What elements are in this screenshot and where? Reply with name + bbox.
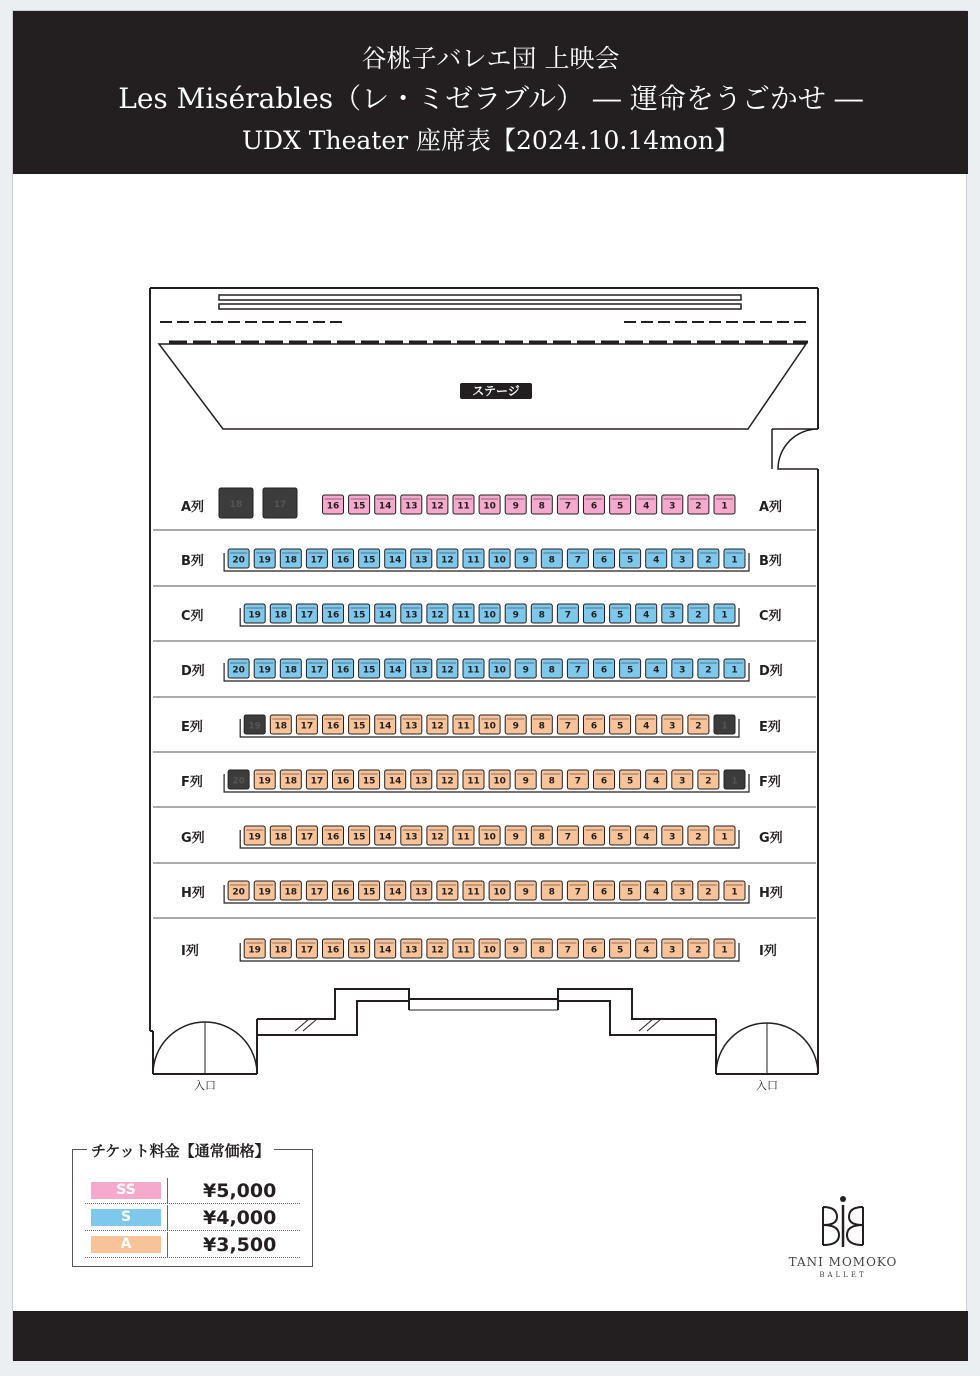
seat-number: 2	[695, 610, 702, 621]
logo-name: TANI MOMOKO	[788, 1255, 898, 1269]
seat-number: 13	[415, 555, 428, 566]
seat-number: 3	[679, 887, 686, 898]
seat-number: 14	[378, 610, 392, 621]
seat-number: 12	[441, 665, 454, 676]
seat-row	[181, 549, 782, 571]
seat-number: 11	[467, 776, 480, 787]
seat-number: 6	[590, 501, 598, 512]
seat-number: 5	[626, 665, 634, 676]
seat-number: 20	[232, 555, 245, 566]
seat-number: 15	[362, 555, 376, 566]
seat-number: 10	[483, 610, 496, 621]
seat-number: 8	[548, 555, 555, 566]
seat-number: 8	[548, 887, 555, 898]
seat-number: 14	[378, 501, 392, 512]
seat-number: 19	[258, 776, 271, 787]
seat-number: 4	[643, 610, 650, 621]
seat-number: 1	[731, 665, 738, 676]
row-label-right: C列	[759, 609, 782, 624]
seat-number: 14	[388, 776, 402, 787]
seat-number: 15	[362, 665, 376, 676]
seat-number: 11	[457, 501, 470, 512]
seat-number: 11	[457, 610, 470, 621]
row-label-left: F列	[181, 775, 203, 790]
row-label-left: D列	[181, 664, 205, 679]
seat-number: 12	[441, 555, 454, 566]
row-label-left: B列	[181, 554, 204, 569]
entrance-label-left: 入口	[194, 1079, 216, 1092]
price-row-s	[85, 1205, 300, 1231]
row-label-left: H列	[181, 886, 205, 901]
seat-number: 18	[274, 945, 288, 956]
logo-mark-icon	[813, 1193, 873, 1253]
seat-number: 7	[564, 945, 572, 956]
seat-number: 5	[626, 555, 634, 566]
seat-number: 16	[326, 721, 340, 732]
price-divider	[167, 1232, 168, 1258]
seat-number: 2	[705, 555, 712, 566]
footer-bar	[13, 1311, 968, 1361]
entrance-label-right: 入口	[756, 1079, 778, 1092]
row-label-left: G列	[181, 831, 205, 846]
seat-number: 11	[457, 945, 470, 956]
seat-number: 4	[643, 832, 650, 843]
seat-number: 9	[522, 887, 529, 898]
seat-number: 8	[538, 832, 545, 843]
seat-number: 12	[441, 887, 454, 898]
seat-number: 8	[548, 776, 555, 787]
seat-number: 10	[493, 776, 506, 787]
seat-number: 13	[405, 610, 418, 621]
seat-number: 1	[721, 721, 728, 732]
seat-number: 7	[564, 610, 572, 621]
seat-number: 3	[669, 501, 676, 512]
seat-number: 13	[415, 887, 428, 898]
seat-number: 14	[388, 887, 402, 898]
seat-number: 19	[248, 832, 261, 843]
stage-label: ステージ	[472, 384, 520, 398]
seat-number: 7	[574, 887, 582, 898]
seat-number: 6	[590, 610, 598, 621]
seat-number: 18	[229, 500, 243, 510]
seat-number: 20	[232, 776, 245, 787]
price-divider	[167, 1205, 168, 1231]
row-label-left: I列	[181, 944, 199, 959]
seat-number: 5	[616, 832, 624, 843]
seat-number: 16	[336, 555, 350, 566]
seat-number: 7	[574, 665, 582, 676]
seat-number: 6	[600, 665, 608, 676]
seat-number: 11	[467, 887, 480, 898]
seat-number: 16	[326, 610, 340, 621]
tier-swatch-a: A	[91, 1236, 161, 1253]
seat-number: 4	[653, 665, 660, 676]
seat-number: 1	[731, 887, 738, 898]
seat-number: 8	[548, 665, 555, 676]
seat-number: 15	[362, 887, 376, 898]
seat-row	[181, 826, 783, 848]
seat-number: 11	[457, 832, 470, 843]
seating-plan	[13, 11, 968, 1311]
seat-number: 10	[493, 665, 506, 676]
row-armrest	[224, 663, 749, 681]
seat-number: 15	[362, 776, 376, 787]
row-armrest	[224, 774, 749, 792]
seat-number: 3	[679, 776, 686, 787]
price-row-ss	[85, 1178, 300, 1204]
price-table-title: チケット料金【通常価格】	[87, 1140, 274, 1161]
seat-number: 6	[590, 832, 598, 843]
seat-number: 8	[538, 721, 545, 732]
seat-number: 10	[483, 721, 496, 732]
seat-number: 1	[721, 945, 728, 956]
seat-number: 19	[248, 610, 261, 621]
seat-number: 14	[378, 945, 392, 956]
row-label-right: I列	[759, 944, 777, 959]
row-label-right: D列	[759, 664, 783, 679]
seat-number: 14	[378, 832, 392, 843]
seat-number: 11	[457, 721, 470, 732]
seat-number: 12	[431, 610, 444, 621]
seat-number: 5	[626, 887, 634, 898]
seat-number: 17	[310, 665, 324, 676]
seat-number: 13	[405, 501, 418, 512]
seat-number: 6	[600, 776, 608, 787]
seat-number: 5	[616, 501, 624, 512]
seat-number: 3	[669, 610, 676, 621]
row-label-right: H列	[759, 886, 783, 901]
logo-sub: BALLET	[819, 1271, 867, 1279]
seat-number: 9	[522, 665, 529, 676]
seat-number: 7	[564, 721, 572, 732]
seat-number: 8	[538, 610, 545, 621]
seat-number: 15	[352, 501, 366, 512]
seat-number: 16	[336, 776, 350, 787]
seat-number: 5	[616, 721, 624, 732]
seat-number: 1	[731, 555, 738, 566]
seat-number: 1	[721, 501, 728, 512]
seat-number: 15	[352, 832, 366, 843]
seat-number: 4	[653, 555, 660, 566]
seat-number: 7	[574, 776, 582, 787]
seat-number: 3	[669, 721, 676, 732]
seat-number: 10	[483, 832, 496, 843]
seat-number: 12	[431, 721, 444, 732]
seat-number: 12	[441, 776, 454, 787]
row-label-right: A列	[759, 500, 783, 515]
seat-number: 19	[258, 887, 271, 898]
seat-number: 4	[643, 945, 650, 956]
seat-number: 20	[232, 665, 245, 676]
seat-number: 2	[705, 776, 712, 787]
seat-number: 17	[300, 721, 314, 732]
seat-number: 9	[522, 555, 529, 566]
seat-number: 17	[300, 945, 314, 956]
seat-number: 12	[431, 945, 444, 956]
seat-number: 12	[431, 501, 444, 512]
seat-row	[181, 604, 782, 626]
seat-number: 11	[467, 665, 480, 676]
seat-number: 10	[493, 887, 506, 898]
seat-number: 16	[336, 887, 350, 898]
seat-row	[181, 881, 783, 903]
seat-number: 10	[483, 945, 496, 956]
seat-number: 16	[336, 665, 350, 676]
seat-number: 3	[669, 945, 676, 956]
row-label-left: A列	[181, 500, 205, 515]
seat-number: 8	[538, 945, 545, 956]
row-label-left: C列	[181, 609, 204, 624]
seat-number: 13	[405, 721, 418, 732]
seat-number: 4	[653, 887, 660, 898]
seat-number: 18	[284, 555, 298, 566]
seat-number: 17	[273, 500, 287, 510]
seat-number: 9	[512, 945, 519, 956]
seat-number: 13	[415, 665, 428, 676]
seat-number: 6	[600, 555, 608, 566]
seat-number: 2	[695, 945, 702, 956]
seat-number: 4	[643, 501, 650, 512]
seat-number: 3	[679, 665, 686, 676]
seat-number: 16	[326, 945, 340, 956]
seat-number: 16	[326, 832, 340, 843]
seat-number: 1	[721, 610, 728, 621]
seat-row	[181, 770, 781, 792]
seat-number: 1	[721, 832, 728, 843]
event-organizer-title: 谷桃子バレエ団 上映会	[361, 44, 620, 73]
seat-grid	[181, 488, 783, 961]
seat-number: 6	[600, 887, 608, 898]
seat-number: 15	[352, 721, 366, 732]
seat-number: 19	[258, 555, 271, 566]
seat-number: 9	[512, 721, 519, 732]
price-row-a	[85, 1232, 300, 1258]
venue-date-title: UDX Theater 座席表【2024.10.14mon】	[241, 126, 740, 155]
seat-number: 12	[431, 832, 444, 843]
row-armrest	[224, 885, 749, 903]
seat-number: 2	[695, 721, 702, 732]
seat-number: 5	[616, 610, 624, 621]
seat-number: 14	[378, 721, 392, 732]
company-logo	[783, 1193, 903, 1283]
side-door	[772, 429, 818, 469]
seat-number: 17	[310, 887, 324, 898]
seat-number: 3	[679, 555, 686, 566]
seat-number: 13	[405, 945, 418, 956]
seat-number: 9	[512, 610, 519, 621]
seat-number: 18	[274, 721, 288, 732]
seat-number: 11	[467, 555, 480, 566]
seat-number: 17	[300, 610, 314, 621]
seat-number: 2	[695, 832, 702, 843]
seat-number: 2	[705, 887, 712, 898]
seat-number: 6	[590, 721, 598, 732]
seat-number: 15	[352, 945, 366, 956]
seat-row	[181, 939, 777, 961]
seat-number: 13	[405, 832, 418, 843]
seat-number: 5	[616, 945, 624, 956]
seat-number: 6	[590, 945, 598, 956]
seat-number: 10	[483, 501, 496, 512]
seat-number: 5	[626, 776, 634, 787]
seat-number: 19	[248, 945, 261, 956]
seat-row	[181, 659, 783, 681]
seat-number: 8	[538, 501, 545, 512]
seat-number: 14	[388, 555, 402, 566]
seat-number: 20	[232, 887, 245, 898]
price-ss: ¥5,000	[203, 1180, 277, 1202]
seat-number: 9	[512, 832, 519, 843]
seat-number: 18	[284, 776, 298, 787]
seat-number: 17	[300, 832, 314, 843]
seat-number: 7	[574, 555, 582, 566]
seat-number: 2	[695, 501, 702, 512]
tier-swatch-ss: SS	[91, 1182, 161, 1199]
event-title: Les Misérables（レ・ミゼラブル） ― 運命をうごかせ ―	[118, 82, 863, 115]
seat-number: 4	[643, 721, 650, 732]
seat-number: 17	[310, 555, 324, 566]
row-armrest	[224, 553, 749, 571]
tier-swatch-s: S	[91, 1209, 161, 1226]
seat-number: 13	[415, 776, 428, 787]
seat-number: 19	[248, 721, 261, 732]
ticket-price-table	[72, 1142, 313, 1267]
price-s: ¥4,000	[203, 1207, 277, 1229]
dashed-lines	[160, 322, 808, 342]
seat-row	[181, 488, 782, 518]
seat-number: 1	[731, 776, 738, 787]
row-label-left: E列	[181, 720, 203, 735]
seat-number: 18	[274, 610, 288, 621]
row-label-right: B列	[759, 554, 782, 569]
seat-number: 14	[388, 665, 402, 676]
seat-number: 18	[274, 832, 288, 843]
seat-number: 15	[352, 610, 366, 621]
row-label-right: F列	[759, 775, 781, 790]
seat-number: 7	[564, 832, 572, 843]
row-label-right: G列	[759, 831, 783, 846]
seating-chart-sheet	[12, 10, 967, 1360]
seat-number: 3	[669, 832, 676, 843]
seat-number: 17	[310, 776, 324, 787]
seat-row	[181, 715, 781, 737]
rear-structure	[150, 989, 818, 1074]
seat-number: 18	[284, 665, 298, 676]
price-a: ¥3,500	[203, 1234, 277, 1256]
seat-number: 9	[522, 776, 529, 787]
seat-number: 10	[493, 555, 506, 566]
seat-number: 2	[705, 665, 712, 676]
stage-badge	[460, 383, 532, 399]
row-label-right: E列	[759, 720, 781, 735]
seat-number: 4	[653, 776, 660, 787]
seat-number: 16	[326, 501, 340, 512]
price-divider	[167, 1178, 168, 1204]
seat-number: 19	[258, 665, 271, 676]
seat-number: 9	[512, 501, 519, 512]
seat-number: 7	[564, 501, 572, 512]
seat-number: 18	[284, 887, 298, 898]
